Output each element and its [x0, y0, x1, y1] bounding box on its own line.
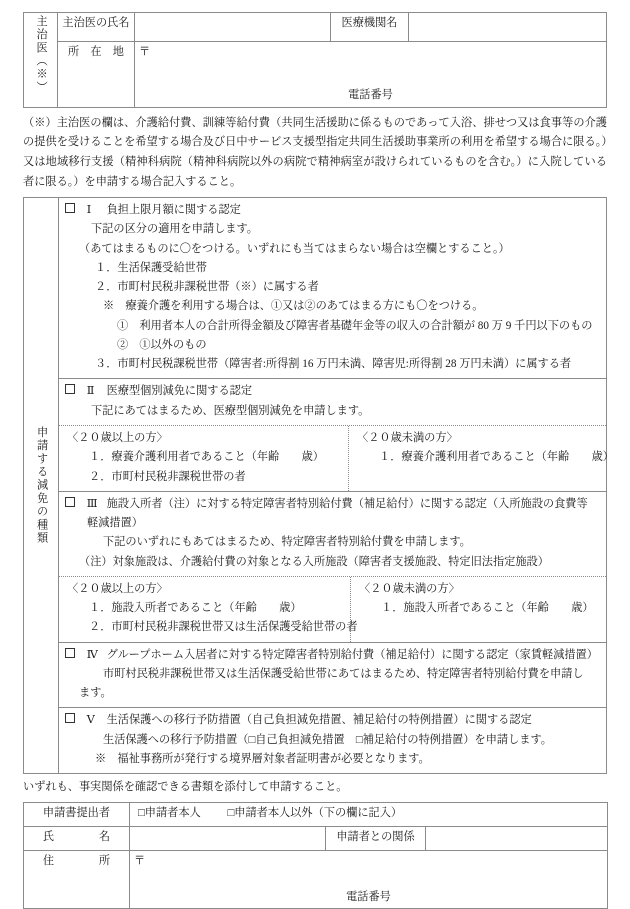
table-row — [24, 850, 608, 909]
section-3-minor-column — [351, 577, 606, 642]
section-3-minor-item-1[interactable]: １．施設入所者であること（年齢 歳） — [381, 602, 594, 615]
section-5-line-1[interactable]: 生活保護への移行予防措置（□自己負担減免措置 □補足給付の特例措置）を申請します。 — [103, 733, 552, 746]
section-5 — [59, 708, 606, 773]
section-5-line-2: ※ 福祉事務所が発行する境界層対象者証明書が必要となります。 — [95, 753, 430, 765]
submitter-address-cell[interactable] — [130, 850, 608, 909]
relationship-label: 申請者との関係 — [326, 826, 426, 850]
submitter-name-label: 氏 名 — [24, 826, 130, 850]
section-1-option-2[interactable]: ２．市町村民税非課税世帯（※）に属する者 — [95, 281, 319, 294]
section-1-heading[interactable] — [65, 201, 600, 220]
section-2-adult-heading: 〈２０歳以上の方〉 — [67, 432, 168, 445]
section-1-option-3[interactable]: ３．市町村民税課税世帯（障害者:所得割 16 万円未満、障害児:所得割 28 万円未満）に属する者 — [95, 358, 572, 371]
checkbox-icon[interactable] — [65, 648, 75, 658]
reduction-sections-cell — [59, 198, 614, 774]
table-row — [24, 198, 607, 774]
section-3-age-split — [59, 577, 606, 643]
section-3-numeral: Ⅲ — [86, 497, 98, 510]
section-3-heading[interactable] — [65, 495, 600, 514]
section-1-suboption-2[interactable]: ② ①以外のもの — [117, 338, 207, 351]
doctor-side-label: 主治医（※） — [35, 15, 48, 95]
section-1-line-1: 下記の区分の適用を申請します。 — [91, 223, 258, 236]
section-2-title: 医療型個別減免に関する認定 — [106, 385, 253, 398]
submitter-address-label: 住 所 — [24, 850, 130, 909]
checkbox-icon[interactable] — [65, 384, 75, 394]
section-2-minor-item-1[interactable]: １．療養介護利用者であること（年齢 歳） — [379, 451, 614, 464]
section-3 — [59, 492, 606, 577]
section-2-minor-heading: 〈２０歳未満の方〉 — [357, 432, 458, 445]
doctor-name-label: 主治医の氏名 — [58, 13, 135, 42]
section-4-heading[interactable] — [65, 646, 600, 665]
section-2-numeral: Ⅱ — [86, 385, 95, 398]
section-3-line-1: 下記のいずれにもあてはまるため、特定障害者特別給付費を申請します。 — [103, 536, 471, 549]
submitter-label: 申請書提出者 — [24, 802, 130, 826]
section-4-numeral: Ⅳ — [86, 648, 98, 661]
section-3-adult-item-2[interactable]: ２．市町村民税非課税世帯又は生活保護受給世帯の者 — [89, 621, 358, 634]
submitter-tel-label: 電話番号 — [346, 890, 391, 903]
checkbox-icon[interactable] — [65, 497, 75, 507]
table-row — [24, 802, 608, 826]
table-row — [24, 42, 607, 108]
submitter-option-other[interactable]: □申請者本人以外（下の欄に記入） — [227, 806, 403, 819]
relationship-field[interactable] — [426, 826, 608, 850]
section-2-heading[interactable] — [65, 382, 600, 401]
section-5-title: 生活保護への移行予防措置（自己負担減免措置、補足給付の特例措置）に関する認定 — [106, 714, 532, 727]
form-page — [23, 12, 614, 909]
checkbox-icon[interactable] — [65, 713, 75, 723]
section-1 — [59, 198, 606, 379]
section-1-line-2: （あてはまるものに〇をつける。いずれにも当てはまらない場合は空欄とすること。） — [79, 242, 510, 255]
section-2-age-split — [59, 426, 614, 492]
section-2-minor-column — [349, 426, 614, 491]
table-row — [24, 13, 607, 42]
doctor-address-cell[interactable] — [135, 42, 607, 108]
section-3-minor-heading: 〈２０歳未満の方〉 — [359, 582, 460, 595]
section-3-adult-column — [59, 577, 358, 642]
submitter-option-self[interactable]: □申請者本人 — [138, 806, 201, 819]
submitter-options-cell — [130, 802, 608, 826]
doctor-side-label-cell — [24, 13, 58, 108]
reduction-type-table — [23, 197, 614, 774]
postal-mark-icon: 〒 — [139, 46, 151, 58]
section-1-numeral: Ⅰ — [86, 204, 92, 217]
medical-institution-label: 医療機関名 — [331, 13, 409, 42]
submitter-table — [23, 802, 608, 909]
section-1-subnote: ※ 療養介護を利用する場合は、①又は②のあてはまる方にも〇をつける。 — [103, 300, 484, 313]
section-2-adult-item-1[interactable]: １．療養介護利用者であること（年齢 歳） — [89, 451, 324, 464]
postal-mark-icon: 〒 — [134, 854, 146, 867]
medical-institution-field[interactable] — [409, 13, 607, 42]
section-2-adult-column — [59, 426, 349, 491]
reduction-side-label: 申請する減免の種類 — [35, 426, 48, 546]
section-4-line-1: 市町村民税非課税世帯又は生活保護受給世帯にあてはまるため、特定障害者特別給付費を申請し — [103, 667, 584, 680]
section-3-title: 施設入所者（注）に対する特定障害者特別給付費（補足給付）に関する認定（入所施設の食費等 — [106, 497, 588, 510]
section-5-heading[interactable] — [65, 711, 600, 730]
section-2 — [59, 379, 606, 426]
section-1-title: 負担上限月額に関する認定 — [106, 204, 241, 217]
section-3-line-2: （注）対象施設は、介護給付費の対象となる入所施設（障害者支援施設、特定旧法指定施設） — [79, 555, 549, 568]
section-4-title: グループホーム入居者に対する特定障害者特別給付費（補足給付）に関する認定（家賃軽減措置） — [106, 648, 598, 661]
section-3-title-cont: 軽減措置） — [87, 517, 143, 530]
table-row — [24, 826, 608, 850]
doctor-address-label: 所 在 地 — [58, 42, 135, 108]
attachment-note: いずれも、事実関係を確認できる書類を添付して申請すること。 — [23, 781, 348, 794]
section-3-adult-heading: 〈２０歳以上の方〉 — [67, 582, 168, 595]
reduction-side-label-cell — [24, 198, 59, 774]
section-3-adult-item-1[interactable]: １．施設入所者であること（年齢 歳） — [89, 602, 302, 615]
section-4-line-2: ます。 — [79, 687, 112, 700]
section-5-numeral: Ⅴ — [86, 714, 95, 727]
doctor-name-field[interactable] — [135, 13, 331, 42]
attending-doctor-table — [23, 12, 607, 108]
checkbox-icon[interactable] — [65, 203, 75, 213]
doctor-note-paragraph: （※）主治医の欄は、介護給付費、訓練等給付費（共同生活援助に係るものであって入浴、排せつ又は食事等の介護の提供を受けることを希望する場合及び日中サービス支援型指定共同生活援助事業所の利用を希望する場合に限る。）又は地域移行支援（精神科病院（精神科病院以外の病院で精神病室が設けられているものを含む。）に入院している者に限る。）を申請する場合記入すること。 — [23, 116, 607, 188]
doctor-tel-label: 電話番号 — [348, 89, 393, 102]
section-2-adult-item-2[interactable]: ２．市町村民税非課税世帯の者 — [89, 470, 246, 483]
submitter-name-field[interactable] — [130, 826, 326, 850]
section-2-line-1: 下記にあてはまるため、医療型個別減免を申請します。 — [91, 404, 370, 417]
section-4 — [59, 643, 606, 709]
section-1-option-1[interactable]: １．生活保護受給世帯 — [95, 261, 207, 274]
section-1-suboption-1[interactable]: ① 利用者本人の合計所得金額及び障害者基礎年金等の収入の合計額が 80 万 9 千円以下のもの — [117, 319, 593, 332]
